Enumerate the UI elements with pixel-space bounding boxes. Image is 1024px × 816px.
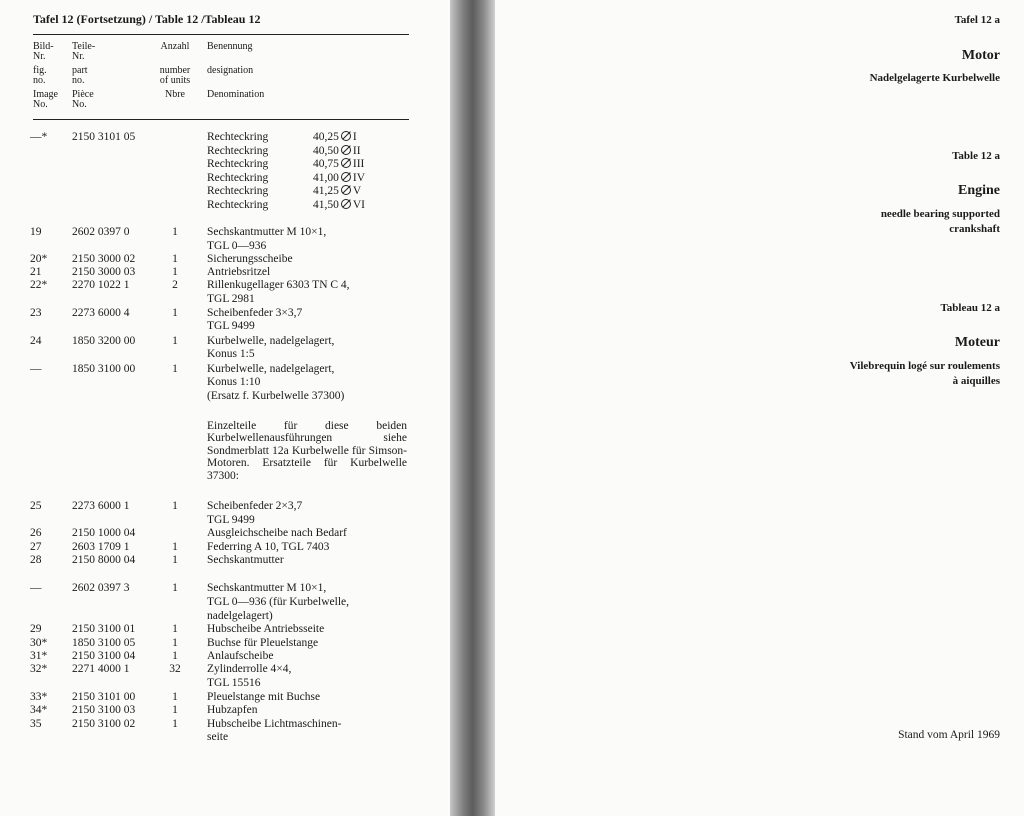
rechteckring-line bbox=[207, 158, 365, 171]
part-no-cell: 1850 3100 05 bbox=[72, 637, 136, 649]
designation-cell: Pleuelstange mit Buchse bbox=[207, 691, 321, 703]
designation-cell: Konus 1:10 bbox=[207, 376, 261, 388]
pos-cell: 35 bbox=[30, 718, 42, 730]
quantity-cell: 1 bbox=[172, 226, 178, 238]
heading-en: Engine bbox=[957, 183, 1000, 198]
designation-cell: Rechteckring bbox=[207, 144, 269, 157]
label-de: Tafel 12 a bbox=[954, 14, 1000, 26]
pos-cell: 33* bbox=[30, 691, 48, 703]
pos-cell: 28 bbox=[30, 554, 42, 566]
part-no-cell: 2270 1022 1 bbox=[72, 279, 130, 291]
designation-cell: TGL 0—936 (für Kurbelwelle, bbox=[207, 596, 350, 608]
designation-cell: Buchse für Pleuelstange bbox=[207, 637, 319, 649]
designation-cell: Hubzapfen bbox=[207, 704, 258, 716]
designation-cell: seite bbox=[207, 731, 229, 743]
rechteckring-line bbox=[207, 131, 357, 144]
label-fr: Tableau 12 a bbox=[940, 302, 1000, 314]
label-en: Table 12 a bbox=[952, 150, 1000, 162]
designation-cell: Scheibenfeder 2×3,7 bbox=[207, 500, 303, 512]
diameter-icon bbox=[341, 185, 351, 195]
heading-de: Motor bbox=[961, 48, 1000, 63]
designation-cell: Rechteckring bbox=[207, 185, 269, 197]
quantity-cell: 1 bbox=[172, 363, 178, 375]
part-no-cell: 2150 3101 00 bbox=[72, 691, 136, 703]
part-no-cell: 2273 6000 4 bbox=[72, 307, 130, 319]
quantity-cell: 1 bbox=[172, 335, 178, 347]
designation-cell: TGL 0—936 bbox=[207, 240, 267, 252]
sub-de: Nadelgelagerte Kurbelwelle bbox=[869, 72, 1000, 84]
diameter-icon bbox=[341, 158, 351, 168]
col-header-part-no: Teile- Nr. part no. Pièce No. bbox=[72, 41, 96, 110]
designation-cell: Sechskantmutter M 10×1, bbox=[207, 226, 327, 238]
pos-cell: 32* bbox=[30, 663, 48, 675]
heading-fr: Moteur bbox=[954, 335, 1000, 350]
designation-cell: Rillenkugellager 6303 TN C 4, bbox=[207, 279, 350, 291]
pos-cell: 34* bbox=[30, 704, 48, 716]
designation-cell: Hubscheibe Lichtmaschinen- bbox=[207, 718, 342, 730]
dimension-cell: 40,75 III bbox=[313, 158, 365, 170]
diameter-icon bbox=[341, 199, 351, 209]
dimension-cell: 41,50 VI bbox=[313, 198, 366, 211]
designation-cell: Federring A 10, TGL 7403 bbox=[207, 541, 330, 553]
right-page bbox=[495, 0, 1024, 816]
designation-cell: Ausgleichscheibe nach Bedarf bbox=[207, 527, 347, 539]
header-rule-bottom bbox=[33, 119, 409, 120]
designation-cell: Rechteckring bbox=[207, 171, 269, 184]
quantity-cell: 1 bbox=[172, 541, 178, 553]
page-title: Tafel 12 (Fortsetzung) / Table 12 /Tableau 12 bbox=[33, 12, 261, 26]
designation-cell: (Ersatz f. Kurbelwelle 37300) bbox=[207, 390, 345, 402]
designation-cell: TGL 2981 bbox=[207, 293, 255, 305]
quantity-cell: 1 bbox=[172, 650, 178, 662]
quantity-cell: 2 bbox=[172, 279, 178, 291]
rechteckring-line bbox=[207, 171, 366, 185]
diameter-icon bbox=[341, 172, 351, 182]
designation-cell: Kurbelwelle, nadelgelagert, bbox=[207, 363, 335, 375]
designation-cell: Sechskantmutter M 10×1, bbox=[207, 582, 327, 594]
pos-cell: 24 bbox=[30, 335, 42, 347]
part-no-cell: 2603 1709 1 bbox=[72, 541, 130, 553]
note-text: Einzelteile für diese beiden Kurbelwellenausführungen siehe Sondmerblatt 12a Kurbelwelle für Simson-Motoren. Ersatzteile für Kurbelwelle 37300: bbox=[207, 420, 407, 482]
part-no-cell: 2150 3000 02 bbox=[72, 253, 136, 265]
quantity-cell: 1 bbox=[172, 307, 178, 319]
part-no-cell: 1850 3200 00 bbox=[72, 335, 136, 347]
designation-cell: Kurbelwelle, nadelgelagert, bbox=[207, 335, 335, 347]
quantity-cell: 1 bbox=[172, 718, 178, 730]
col-header-image-no: Bild- Nr. fig. no. Image No. bbox=[33, 41, 58, 110]
pos-cell: 19 bbox=[30, 226, 42, 238]
dimension-cell: 41,25 V bbox=[313, 185, 362, 197]
designation-cell: Zylinderrolle 4×4, bbox=[207, 663, 292, 675]
sub-fr: Vilebrequin logé sur roulements à aiquilles bbox=[849, 360, 1000, 387]
book-gutter bbox=[450, 0, 495, 816]
part-no-cell: 2150 1000 04 bbox=[72, 527, 136, 539]
part-no-cell: 2271 4000 1 bbox=[72, 663, 130, 675]
pos-cell: 29 bbox=[30, 623, 42, 635]
quantity-cell: 1 bbox=[172, 554, 178, 566]
header-rule-top bbox=[33, 34, 409, 35]
part-no-cell: 2150 3100 02 bbox=[72, 718, 136, 730]
designation-cell: Rechteckring bbox=[207, 198, 269, 211]
pos-cell: 26 bbox=[30, 527, 42, 539]
designation-cell: TGL 15516 bbox=[207, 677, 261, 689]
designation-cell: Scheibenfeder 3×3,7 bbox=[207, 307, 303, 319]
part-no-cell: 2150 3100 03 bbox=[72, 704, 136, 716]
date-stamp: Stand vom April 1969 bbox=[898, 729, 1000, 741]
designation-cell: Rechteckring bbox=[207, 158, 269, 170]
designation-cell: Hubscheibe Antriebsseite bbox=[207, 623, 325, 635]
quantity-cell: 1 bbox=[172, 500, 178, 512]
pos-cell: 23 bbox=[30, 307, 42, 319]
quantity-cell: 1 bbox=[172, 582, 178, 594]
part-no-cell: 2150 3000 03 bbox=[72, 266, 136, 278]
quantity-cell: 1 bbox=[172, 266, 178, 278]
left-page: Tafel 12 (Fortsetzung) / Table 12 /Tableau 12 Bild- Nr. fig. no. Image No. Teile- Nr. part no. Pièce No. Anzahl number of units Nbre Benennung designation Denomination —* 2150 3101 05 Rechteckring 40,25 I Rechteckring 40,50 II Rechteckring 40,75 III Rechteckring 41,00 IV Rechteckring 41,25 V Rechteckring 41,50 VI 19 2602 0397 0 1 Sechskantmutter M 10×1, TGL 0—936 20* 2150 3000 02 1 Sicherungsscheibe 21 2150 3000 03 1 Antriebsritzel 22* 2270 1022 1 2 Rillenkugellager 6303 TN C 4, TGL 2981 23 2273 6000 4 1 Scheibenfeder 3×3,7 TGL 9499 24 1850 3200 00 1 Kurbelwelle, nadelgelagert, Konus 1:5 — 1850 3100 00 1 Kurbelwelle, nadelgelagert, Konus 1:10 (Ersatz f. Kurbelwelle 37300) Einzelteile für diese beiden Kurbelwellenausführungen siehe Sondmerblatt 12a Kurbelwelle für Simson-Motoren. Ersatzteile für Kurbelwelle 37300: 25 2273 6000 1 1 Scheibenfeder 2×3,7 TGL 9499 26 2150 1000 04 Ausgleichscheibe nach Bedarf 27 2603 1709 1 1 Federring A 10, TGL 7403 28 2150 8000 04 1 Sechskantmutter — 2602 0397 3 1 Sechskantmutter M 10×1, TGL 0—936 (für Kurbelwelle, nadelgelagert) 29 2150 3100 01 1 Hubscheibe Antriebsseite 30* 1850 3100 05 1 Buchse für Pleuelstange 31* 2150 3100 04 1 Anlaufscheibe 32* 2271 4000 1 32 Zylinderrolle 4×4, TGL 15516 33* 2150 3101 00 1 Pleuelstange mit Buchse 34* 2150 3100 03 1 Hubzapfen 35 2150 3100 02 1 Hubscheibe Lichtmaschinen- seite bbox=[0, 0, 450, 816]
pos-cell: — bbox=[30, 363, 42, 375]
pos-cell: 31* bbox=[30, 650, 48, 662]
designation-cell: Rechteckring bbox=[207, 131, 269, 143]
pos-cell: 27 bbox=[30, 541, 42, 553]
dimension-cell: 41,00 IV bbox=[313, 171, 366, 184]
rechteckring-line bbox=[207, 144, 361, 158]
rechteckring-line bbox=[207, 185, 362, 198]
quantity-cell: 1 bbox=[172, 253, 178, 265]
pos-cell: 25 bbox=[30, 500, 42, 512]
part-no-cell: 2273 6000 1 bbox=[72, 500, 130, 512]
diameter-icon bbox=[341, 145, 351, 155]
designation-cell: Konus 1:5 bbox=[207, 348, 255, 360]
part-no-cell: 2150 3100 01 bbox=[72, 623, 136, 635]
part-no-cell: 1850 3100 00 bbox=[72, 363, 136, 375]
pos-cell: — bbox=[30, 582, 42, 594]
designation-cell: Sicherungsscheibe bbox=[207, 253, 293, 265]
col-header-designation: Benennung designation Denomination bbox=[207, 41, 265, 100]
quantity-cell: 1 bbox=[172, 637, 178, 649]
part-no-cell: 2150 8000 04 bbox=[72, 554, 136, 566]
col-header-quantity: Anzahl number of units Nbre bbox=[159, 41, 191, 100]
part-no-cell: 2602 0397 3 bbox=[72, 582, 130, 594]
pos-cell: 30* bbox=[30, 637, 48, 649]
dimension-cell: 40,50 II bbox=[313, 144, 361, 157]
dimension-cell: 40,25 I bbox=[313, 131, 357, 143]
quantity-cell: 32 bbox=[169, 663, 181, 675]
pos-cell: 20* bbox=[30, 253, 48, 265]
rechteckring-line bbox=[207, 198, 366, 212]
designation-cell: TGL 9499 bbox=[207, 320, 255, 332]
diameter-icon bbox=[341, 131, 351, 141]
designation-cell: Antriebsritzel bbox=[207, 266, 271, 278]
sub-en: needle bearing supported crankshaft bbox=[880, 208, 1000, 235]
quantity-cell: 1 bbox=[172, 704, 178, 716]
designation-cell: Anlaufscheibe bbox=[207, 650, 274, 662]
designation-cell: TGL 9499 bbox=[207, 514, 255, 526]
designation-cell: Sechskantmutter bbox=[207, 554, 284, 566]
quantity-cell: 1 bbox=[172, 691, 178, 703]
pos-cell: 22* bbox=[30, 279, 48, 291]
part-no-cell: 2602 0397 0 bbox=[72, 226, 130, 238]
quantity-cell: 1 bbox=[172, 623, 178, 635]
pos-cell: 21 bbox=[30, 266, 42, 278]
part-no-cell: 2150 3100 04 bbox=[72, 650, 136, 662]
designation-cell: nadelgelagert) bbox=[207, 610, 273, 622]
